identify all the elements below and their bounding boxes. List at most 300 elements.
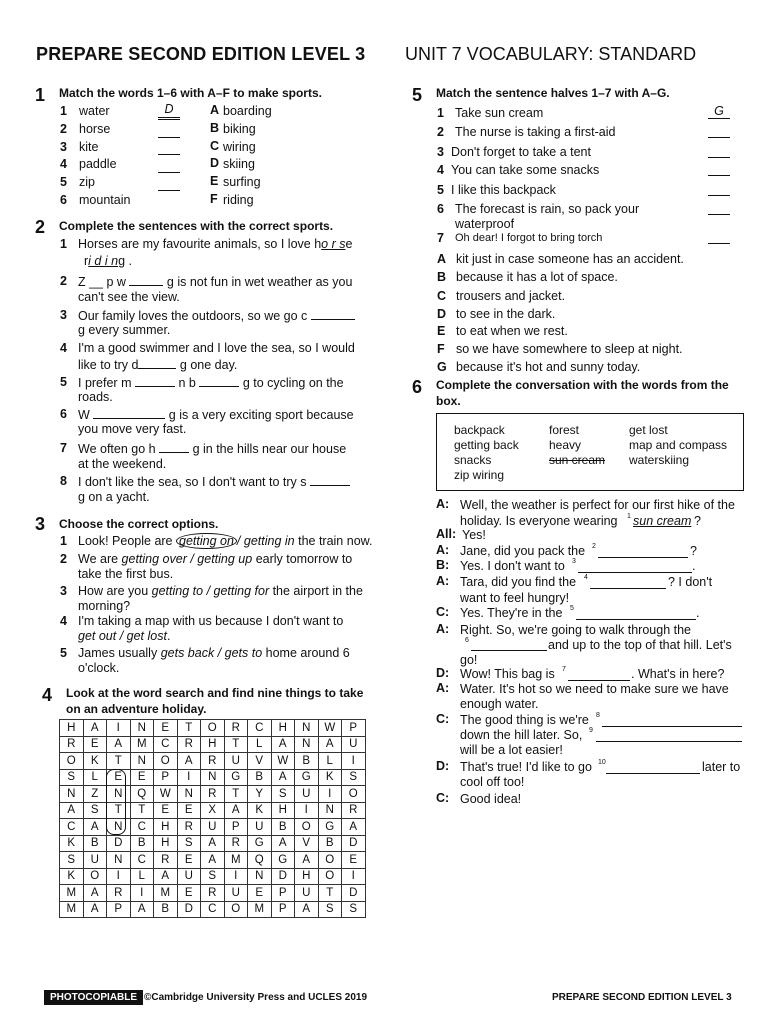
grid-cell[interactable]: M (60, 885, 84, 902)
grid-cell[interactable]: S (271, 786, 295, 803)
grid-cell[interactable]: I (295, 802, 319, 819)
grid-cell[interactable]: C (248, 720, 272, 737)
grid-cell[interactable]: K (248, 802, 272, 819)
ex1-option-word: skiing (223, 157, 255, 171)
grid-cell[interactable]: E (154, 720, 178, 737)
grid-cell[interactable]: I (342, 753, 366, 770)
grid-cell[interactable]: I (318, 786, 342, 803)
grid-cell[interactable]: R (201, 753, 225, 770)
option[interactable]: getting to (151, 584, 204, 598)
grid-cell[interactable]: H (201, 736, 225, 753)
grid-cell[interactable]: T (107, 753, 131, 770)
grid-cell[interactable]: O (60, 753, 84, 770)
speaker: D: (436, 759, 450, 773)
grid-cell[interactable]: A (295, 901, 319, 918)
grid-cell[interactable]: D (342, 835, 366, 852)
option[interactable]: get out (78, 629, 117, 643)
ex5-option-letter: A (437, 252, 447, 266)
grid-cell[interactable]: N (177, 786, 201, 803)
speaker: A: (436, 681, 450, 695)
ex1-answer-blank[interactable] (158, 137, 180, 138)
grid-cell[interactable]: B (318, 835, 342, 852)
dialog-text: Well, the weather is perfect for our first hike of the (460, 498, 735, 512)
ex1-word: water (79, 104, 110, 118)
option[interactable]: gets to (224, 646, 263, 660)
word-box-word: snacks (454, 453, 492, 467)
grid-cell[interactable]: P (107, 901, 131, 918)
grid-cell[interactable]: E (83, 736, 107, 753)
grid-cell[interactable]: S (60, 769, 84, 786)
dialog-text: Yes! (462, 528, 486, 542)
grid-cell[interactable]: W (154, 786, 178, 803)
ex5-option-text: because it's hot and sunny today. (456, 360, 641, 374)
grid-cell[interactable]: G (248, 835, 272, 852)
grid-cell[interactable]: S (342, 769, 366, 786)
grid-cell[interactable]: A (318, 736, 342, 753)
grid-cell[interactable]: T (224, 736, 248, 753)
grid-cell[interactable]: N (60, 786, 84, 803)
ex5-item-text: The forecast is rain, so pack your (455, 202, 640, 216)
grid-cell[interactable]: G (271, 852, 295, 869)
ex1-item-num: 3 (60, 140, 67, 154)
ex1-answer-blank[interactable] (158, 154, 180, 155)
answer-blank[interactable] (310, 473, 350, 486)
answer-blank[interactable] (129, 273, 163, 286)
grid-cell[interactable]: E (248, 885, 272, 902)
answer-blank[interactable] (138, 356, 176, 369)
dialog-text: That's true! I'd like to go (460, 760, 592, 774)
ex5-item-text: The nurse is taking a first-aid (455, 125, 616, 139)
grid-cell[interactable]: I (224, 868, 248, 885)
grid-cell[interactable]: R (201, 885, 225, 902)
ex5-item-text: Take sun cream (455, 106, 544, 120)
grid-cell[interactable]: A (224, 802, 248, 819)
grid-cell[interactable]: N (130, 753, 154, 770)
grid-cell[interactable]: A (83, 885, 107, 902)
grid-cell[interactable]: A (107, 736, 131, 753)
grid-cell[interactable]: P (154, 769, 178, 786)
exercise-3-instruction: Choose the correct options. (59, 517, 219, 531)
ex5-option-letter: E (437, 324, 446, 338)
grid-cell[interactable]: R (224, 835, 248, 852)
grid-cell[interactable]: H (271, 802, 295, 819)
grid-cell[interactable]: M (154, 885, 178, 902)
answer-blank[interactable] (471, 649, 547, 651)
grid-cell[interactable]: X (201, 802, 225, 819)
grid-cell[interactable]: R (107, 885, 131, 902)
grid-cell[interactable]: E (130, 769, 154, 786)
dialog-text: Jane, did you pack the (460, 544, 586, 558)
option-selected[interactable]: getting on (176, 533, 237, 549)
grid-cell[interactable]: A (60, 802, 84, 819)
grid-cell[interactable]: N (295, 720, 319, 737)
word-box-word: zip wiring (454, 468, 505, 482)
grid-cell[interactable]: N (318, 802, 342, 819)
dialog-text: ? (690, 544, 697, 558)
grid-row (60, 868, 366, 885)
question-number: 3 (572, 558, 576, 565)
grid-cell[interactable]: R (177, 819, 201, 836)
grid-cell[interactable]: W (271, 753, 295, 770)
grid-cell[interactable]: M (224, 852, 248, 869)
ex5-item-num: 5 (437, 183, 444, 197)
ex2-item-8: I don't like the sea, so I don't want to try s (78, 473, 350, 490)
dialog-text: want to feel hungry! (460, 591, 570, 605)
question-number: 5 (570, 605, 574, 612)
grid-cell[interactable]: O (154, 753, 178, 770)
ex5-item-num: 2 (437, 125, 444, 139)
grid-cell[interactable]: S (201, 868, 225, 885)
grid-cell[interactable]: R (177, 736, 201, 753)
grid-cell[interactable]: U (83, 852, 107, 869)
grid-cell[interactable]: T (224, 786, 248, 803)
grid-cell[interactable]: T (177, 720, 201, 737)
ex5-option-text: because it has a lot of space. (456, 270, 618, 284)
ex2-item-4: I'm a good swimmer and I love the sea, so I would (78, 341, 355, 355)
speaker: A: (436, 574, 450, 588)
dialog-text: and up to the top of that hill. Let's (548, 638, 732, 652)
grid-cell[interactable]: P (224, 819, 248, 836)
ex2-item-8-cont: g on a yacht. (78, 490, 150, 504)
option[interactable]: get lost (126, 629, 167, 643)
exercise-6-instruction-cont: box. (436, 394, 461, 408)
ex3-item-4: I'm taking a map with us because I don't want to (78, 614, 344, 628)
answer-blank[interactable] (93, 406, 165, 419)
grid-cell[interactable]: A (271, 835, 295, 852)
ex1-item-num: 6 (60, 193, 67, 207)
ex2-item-6-cont: you move very fast. (78, 422, 187, 436)
grid-cell[interactable]: A (83, 901, 107, 918)
grid-cell[interactable]: G (318, 819, 342, 836)
photocopiable-badge: PHOTOCOPIABLE (44, 990, 143, 1005)
answer-blank[interactable] (311, 307, 355, 320)
ex3-item-5: James usually gets back / gets to home around 6 (78, 646, 350, 660)
grid-row (60, 753, 366, 770)
grid-row (60, 736, 366, 753)
grid-cell[interactable]: R (60, 736, 84, 753)
footer-title: PREPARE SECOND EDITION LEVEL 3 (552, 992, 732, 1003)
option[interactable]: getting up (197, 552, 253, 566)
grid-cell[interactable]: L (318, 753, 342, 770)
ex2-item-num: 5 (60, 375, 67, 389)
grid-cell[interactable]: B (271, 819, 295, 836)
ex3-item-2-cont: take the first bus. (78, 567, 174, 581)
answer-blank[interactable] (590, 587, 666, 589)
answer-blank[interactable] (578, 571, 692, 573)
grid-cell[interactable]: M (60, 901, 84, 918)
ex2-item-4-cont: like to try d g one day. (78, 358, 238, 372)
grid-cell[interactable]: R (342, 802, 366, 819)
dialog-text: cool off too! (460, 775, 525, 789)
word-search-grid[interactable] (59, 719, 366, 918)
ex5-answer-blank[interactable]: G (708, 103, 730, 119)
grid-cell[interactable]: B (295, 753, 319, 770)
grid-cell[interactable]: I (130, 885, 154, 902)
ex1-option-word: biking (223, 122, 256, 136)
dialog-text: enough water. (460, 697, 539, 711)
grid-cell[interactable]: A (177, 753, 201, 770)
grid-cell[interactable]: L (83, 769, 107, 786)
grid-cell[interactable]: H (154, 819, 178, 836)
speaker: A: (436, 497, 450, 511)
grid-cell[interactable]: E (154, 802, 178, 819)
grid-cell[interactable]: A (83, 819, 107, 836)
grid-row (60, 885, 366, 902)
grid-cell[interactable]: A (201, 852, 225, 869)
ex5-option-text: trousers and jacket. (456, 289, 566, 303)
exercise-2-instruction: Complete the sentences with the correct sports. (59, 219, 334, 233)
ex5-option-letter: G (437, 360, 447, 374)
ex5-answer-blank[interactable] (708, 122, 730, 138)
grid-cell[interactable]: H (295, 868, 319, 885)
grid-cell[interactable]: U (342, 736, 366, 753)
grid-cell[interactable]: O (318, 852, 342, 869)
ex5-option-letter: C (437, 289, 447, 303)
answer-blank[interactable] (199, 374, 239, 387)
grid-cell[interactable]: O (342, 786, 366, 803)
grid-cell[interactable]: Y (248, 786, 272, 803)
grid-cell[interactable]: K (60, 835, 84, 852)
ex3-item-1: Look! People are getting on / getting in the train now. (78, 534, 373, 548)
ex2-item-7-cont: at the weekend. (78, 457, 167, 471)
ex5-option-text: so we have somewhere to sleep at night. (456, 342, 683, 356)
answer-blank[interactable] (576, 618, 696, 620)
speaker: A: (436, 543, 450, 557)
grid-cell[interactable]: U (248, 819, 272, 836)
grid-cell[interactable]: V (248, 753, 272, 770)
ex3-item-num: 4 (60, 614, 67, 628)
grid-cell[interactable]: D (107, 835, 131, 852)
ex5-option-letter: B (437, 270, 447, 284)
ex5-item-num: 1 (437, 106, 444, 120)
grid-cell[interactable]: E (177, 852, 201, 869)
grid-cell[interactable]: U (201, 819, 225, 836)
grid-cell[interactable]: D (177, 901, 201, 918)
answer-blank[interactable] (602, 725, 742, 727)
grid-cell[interactable]: S (60, 852, 84, 869)
grid-cell[interactable]: H (60, 720, 84, 737)
answer-blank[interactable] (159, 440, 189, 453)
question-number: 8 (596, 712, 600, 719)
grid-row (60, 835, 366, 852)
grid-cell[interactable]: E (107, 769, 131, 786)
grid-cell[interactable]: O (83, 868, 107, 885)
ex3-item-3-cont: morning? (78, 599, 131, 613)
answer-blank[interactable] (596, 740, 742, 742)
ex1-option-letter: E (210, 174, 219, 188)
grid-cell[interactable]: N (107, 786, 131, 803)
grid-cell[interactable]: T (107, 802, 131, 819)
ex1-option-word: riding (223, 193, 254, 207)
ex5-answer-blank[interactable] (708, 199, 730, 215)
option[interactable]: gets back (160, 646, 215, 660)
grid-cell[interactable]: N (295, 736, 319, 753)
word-box-word: backpack (454, 423, 505, 437)
dialog-text: will be a lot easier! (460, 743, 563, 757)
dialog-text: Wow! This bag is (460, 667, 555, 681)
grid-cell[interactable]: A (271, 736, 295, 753)
grid-row (60, 720, 366, 737)
ex5-answer-blank[interactable] (708, 228, 730, 244)
grid-cell[interactable]: O (295, 819, 319, 836)
grid-cell[interactable]: P (271, 885, 295, 902)
ex5-answer-blank[interactable] (708, 180, 730, 196)
grid-cell[interactable]: W (318, 720, 342, 737)
grid-cell[interactable]: T (130, 802, 154, 819)
grid-cell[interactable]: I (177, 769, 201, 786)
grid-cell[interactable]: C (60, 819, 84, 836)
grid-cell[interactable]: C (154, 736, 178, 753)
grid-cell[interactable]: L (248, 736, 272, 753)
speaker: All: (436, 527, 457, 541)
grid-cell[interactable]: A (271, 769, 295, 786)
grid-cell[interactable]: S (318, 901, 342, 918)
grid-cell[interactable]: O (224, 901, 248, 918)
option[interactable]: getting over (121, 552, 187, 566)
grid-cell[interactable]: A (130, 901, 154, 918)
grid-cell[interactable]: Q (130, 786, 154, 803)
ex2-item-num: 1 (60, 237, 67, 251)
speaker: C: (436, 605, 450, 619)
grid-cell[interactable]: A (83, 720, 107, 737)
ex1-word: zip (79, 175, 95, 189)
ex1-answer-blank[interactable] (158, 172, 180, 173)
grid-cell[interactable]: A (342, 819, 366, 836)
grid-cell[interactable]: N (130, 720, 154, 737)
ex1-word: horse (79, 122, 111, 136)
ex5-option-letter: F (437, 342, 445, 356)
grid-cell[interactable]: K (318, 769, 342, 786)
grid-cell[interactable]: I (107, 868, 131, 885)
ex2-item-1-cont: ri d i ng . (84, 254, 132, 268)
grid-cell[interactable]: D (342, 885, 366, 902)
grid-cell[interactable]: C (130, 852, 154, 869)
ex5-option-text: to see in the dark. (456, 307, 556, 321)
grid-cell[interactable]: U (177, 868, 201, 885)
word-box-word: waterskiing (629, 453, 690, 467)
grid-cell[interactable]: T (318, 885, 342, 902)
grid-cell[interactable]: S (342, 901, 366, 918)
grid-cell[interactable]: M (130, 736, 154, 753)
grid-cell[interactable]: K (60, 868, 84, 885)
ex1-option-letter: C (210, 139, 220, 153)
dialog-text: . What's in here? (631, 667, 725, 681)
grid-cell[interactable]: B (154, 901, 178, 918)
ex5-answer-blank[interactable] (708, 160, 730, 176)
ex2-item-num: 7 (60, 441, 67, 455)
dialog-text: ? (694, 514, 701, 528)
answer-blank[interactable] (598, 556, 688, 558)
ex1-answer-blank[interactable]: D (158, 101, 180, 118)
exercise-2-number: 2 (35, 217, 46, 237)
grid-cell[interactable]: I (107, 720, 131, 737)
grid-cell[interactable]: S (83, 802, 107, 819)
ex5-item-num: 6 (437, 202, 444, 216)
grid-cell[interactable]: L (130, 868, 154, 885)
grid-cell[interactable]: O (318, 868, 342, 885)
grid-cell[interactable]: A (201, 835, 225, 852)
grid-cell[interactable]: P (342, 720, 366, 737)
grid-cell[interactable]: I (342, 868, 366, 885)
grid-cell[interactable]: A (295, 852, 319, 869)
grid-cell[interactable]: N (248, 868, 272, 885)
ex2-item-7: We often go h g in the hills near our house (78, 442, 347, 456)
example-answer: sun cream (633, 514, 692, 528)
speaker: C: (436, 712, 450, 726)
grid-cell[interactable]: P (271, 901, 295, 918)
option[interactable]: getting for (213, 584, 270, 598)
grid-cell[interactable]: R (201, 786, 225, 803)
exercise-4-instruction: Look at the word search and find nine things to take (66, 686, 364, 700)
grid-cell[interactable]: S (177, 835, 201, 852)
dialog-text: . (696, 606, 700, 620)
ex2-item-num: 2 (60, 274, 67, 288)
grid-cell[interactable]: E (177, 885, 201, 902)
ex5-item-text: I like this backpack (451, 183, 556, 197)
grid-cell[interactable]: C (130, 819, 154, 836)
grid-cell[interactable]: R (154, 852, 178, 869)
grid-cell[interactable]: C (201, 901, 225, 918)
exercise-4-instruction-cont: on an adventure holiday. (66, 702, 207, 716)
grid-cell[interactable]: B (248, 769, 272, 786)
dialog-text: down the hill later. So, (460, 728, 583, 742)
ex3-item-num: 3 (60, 584, 67, 598)
grid-cell[interactable]: E (177, 802, 201, 819)
dialog-text: holiday. Is everyone wearing (460, 514, 618, 528)
dialog-text: The good thing is we're (460, 713, 589, 727)
grid-cell[interactable]: G (295, 769, 319, 786)
grid-cell[interactable]: K (83, 753, 107, 770)
ex3-item-num: 2 (60, 552, 67, 566)
grid-cell[interactable]: N (201, 769, 225, 786)
ex1-answer-blank[interactable] (158, 119, 180, 120)
ex1-answer-blank[interactable] (158, 190, 180, 191)
grid-cell[interactable]: U (295, 885, 319, 902)
grid-cell[interactable]: O (201, 720, 225, 737)
grid-cell[interactable]: G (224, 769, 248, 786)
answer-blank[interactable] (135, 374, 175, 387)
grid-cell[interactable]: H (154, 835, 178, 852)
grid-cell[interactable]: B (83, 835, 107, 852)
grid-cell[interactable]: N (107, 852, 131, 869)
grid-cell[interactable]: N (107, 819, 131, 836)
grid-cell[interactable]: U (224, 885, 248, 902)
ex3-item-3: How are you getting to / getting for the airport in the (78, 584, 363, 598)
ex5-item-text: You can take some snacks (451, 163, 600, 177)
grid-cell[interactable]: D (271, 868, 295, 885)
option[interactable]: getting in (243, 534, 295, 548)
ex1-option-letter: B (210, 121, 220, 135)
grid-cell[interactable]: U (224, 753, 248, 770)
ex2-item-num: 8 (60, 474, 67, 488)
answer-blank[interactable] (606, 772, 700, 774)
grid-cell[interactable]: M (248, 901, 272, 918)
grid-cell[interactable]: A (154, 868, 178, 885)
grid-cell[interactable]: U (295, 786, 319, 803)
grid-cell[interactable]: E (342, 852, 366, 869)
grid-cell[interactable]: Z (83, 786, 107, 803)
exercise-6-instruction: Complete the conversation with the words from the (436, 378, 729, 392)
grid-cell[interactable]: R (224, 720, 248, 737)
grid-cell[interactable]: H (271, 720, 295, 737)
grid-cell[interactable]: B (130, 835, 154, 852)
ex2-item-5-cont: roads. (78, 390, 113, 404)
grid-cell[interactable]: Q (248, 852, 272, 869)
ex5-answer-blank[interactable] (708, 142, 730, 158)
ex5-item-text-cont: waterproof (455, 217, 515, 231)
ex1-option-letter: F (210, 192, 218, 206)
grid-cell[interactable]: V (295, 835, 319, 852)
